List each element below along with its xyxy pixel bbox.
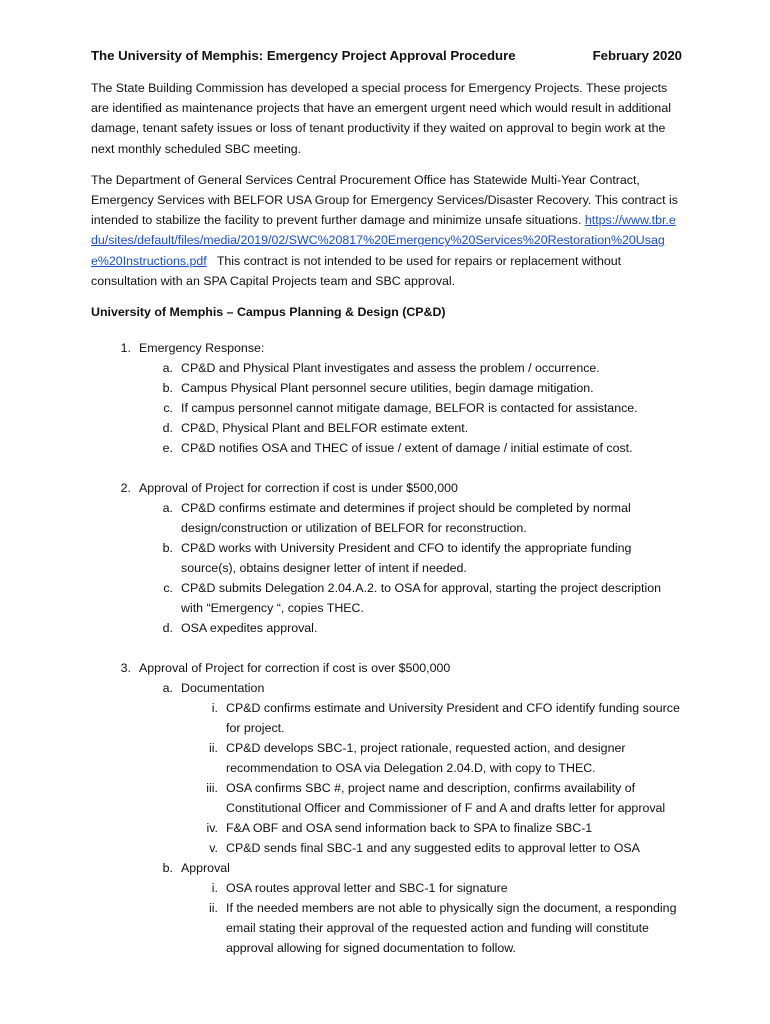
procedure-step: [91, 658, 682, 958]
sub-step-text: Approval: [181, 861, 230, 876]
step-title: Approval of Project for correction if cost is over $500,000: [139, 661, 451, 676]
sub-step-marker: a.: [162, 681, 173, 696]
sub-step: [91, 418, 682, 438]
step-title: Approval of Project for correction if cost is under $500,000: [139, 481, 458, 496]
sub-step-marker: b.: [162, 381, 173, 396]
detail-step: [91, 698, 682, 738]
procedure-step: [91, 478, 682, 638]
detail-step: [91, 898, 682, 958]
sub-step: [91, 618, 682, 638]
detail-step: [91, 818, 682, 838]
detail-step-text: CP&D confirms estimate and University President and CFO identify funding source for project.: [226, 701, 680, 736]
detail-step-marker: i.: [211, 881, 218, 896]
sub-step-text: CP&D and Physical Plant investigates and assess the problem / occurrence.: [181, 361, 600, 376]
contract-text: The Department of General Services Central Procurement Office has Statewide Multi-Year Contract, Emergency Services with BELFOR USA Group for Emergency Services/Disaster Recovery. This contract is intended to stabilize the facility to prevent further damage and minimize unsafe situations.: [91, 172, 678, 228]
detail-step-text: OSA routes approval letter and SBC-1 for signature: [226, 881, 508, 896]
detail-step-marker: iii.: [206, 781, 218, 796]
section-title: University of Memphis – Campus Planning & Design (CP&D): [91, 305, 446, 320]
sub-step: [91, 358, 682, 378]
sub-step: [91, 398, 682, 418]
sub-step: [91, 578, 682, 618]
sub-step: [91, 678, 682, 698]
step-title: Emergency Response:: [139, 341, 265, 356]
sub-step-text: OSA expedites approval.: [181, 621, 318, 636]
detail-step-marker: ii.: [209, 901, 218, 916]
detail-step-text: CP&D develops SBC-1, project rationale, requested action, and designer recommendation to OSA via Delegation 2.04.D, with copy to THEC.: [226, 741, 626, 776]
detail-step-marker: i.: [211, 701, 218, 716]
document-date: February 2020: [592, 48, 682, 63]
sub-step-text: If campus personnel cannot mitigate damage, BELFOR is contacted for assistance.: [181, 401, 638, 416]
detail-step: [91, 838, 682, 858]
sub-step-text: CP&D submits Delegation 2.04.A.2. to OSA for approval, starting the project description with “Emergency “, copies THEC.: [181, 581, 662, 616]
sub-step-text: CP&D, Physical Plant and BELFOR estimate extent.: [181, 421, 469, 436]
detail-step-marker: ii.: [209, 741, 218, 756]
sub-step-marker: d.: [162, 621, 173, 636]
sub-step-text: CP&D confirms estimate and determines if project should be completed by normal design/construction or utilization of BELFOR for reconstruction.: [181, 501, 631, 536]
sub-step-text: CP&D works with University President and CFO to identify the appropriate funding source(s), obtains designer letter of intent if needed.: [181, 541, 632, 576]
step-number: 1.: [120, 341, 131, 356]
detail-step-marker: v.: [209, 841, 218, 856]
detail-step: [91, 878, 682, 898]
sub-step-text: Documentation: [181, 681, 265, 696]
procedure-step: [91, 338, 682, 458]
sub-step: [91, 378, 682, 398]
sub-step-text: CP&D notifies OSA and THEC of issue / extent of damage / initial estimate of cost.: [181, 441, 633, 456]
sub-step-marker: a.: [162, 501, 173, 516]
sub-step-marker: c.: [163, 581, 173, 596]
sub-step-marker: a.: [162, 361, 173, 376]
sub-step: [91, 538, 682, 578]
detail-step: [91, 738, 682, 778]
intro-paragraph: The State Building Commission has developed a special process for Emergency Projects. These projects are identified as maintenance projects that have an emergent urgent need which would result in additional damage, tenant safety issues or loss of tenant productivity if they waited on approval to begin work at the next monthly scheduled SBC meeting.: [91, 81, 671, 156]
sub-step-text: Campus Physical Plant personnel secure utilities, begin damage mitigation.: [181, 381, 594, 396]
document-header: [91, 46, 682, 66]
step-number: 2.: [120, 481, 131, 496]
sub-step: [91, 498, 682, 538]
contract-text-after: This contract is not intended to be used for repairs or replacement without consultation with an SPA Capital Projects team and SBC approval.: [91, 253, 625, 288]
step-number: 3.: [120, 661, 131, 676]
sub-step-marker: b.: [162, 861, 173, 876]
detail-step-text: F&A OBF and OSA send information back to SPA to finalize SBC-1: [226, 821, 593, 836]
sub-step-marker: d.: [162, 421, 173, 436]
detail-step-text: OSA confirms SBC #, project name and description, confirms availability of Constitutional Officer and Commissioner of F and A and drafts letter for approval: [226, 781, 666, 816]
procedure-list: [91, 338, 682, 958]
detail-step: [91, 778, 682, 818]
sub-step: [91, 858, 682, 878]
sub-step: [91, 438, 682, 458]
sub-step-marker: b.: [162, 541, 173, 556]
sub-step-marker: e.: [162, 441, 173, 456]
contract-instructions-link[interactable]: https://www.tbr.edu/sites/default/files/media/2019/02/SWC%20817%20Emergency%20Services%20Restoration%20Usage%20Instructions.pdf: [91, 213, 676, 268]
detail-step-text: If the needed members are not able to physically sign the document, a responding email stating their approval of the requested action and funding will constitute approval allowing for signed documentation to follow.: [226, 901, 677, 956]
detail-step-marker: iv.: [206, 821, 218, 836]
document-title: The University of Memphis: Emergency Project Approval Procedure: [91, 48, 516, 63]
detail-step-text: CP&D sends final SBC-1 and any suggested edits to approval letter to OSA: [226, 841, 640, 856]
contract-paragraph: [91, 170, 682, 291]
sub-step-marker: c.: [163, 401, 173, 416]
